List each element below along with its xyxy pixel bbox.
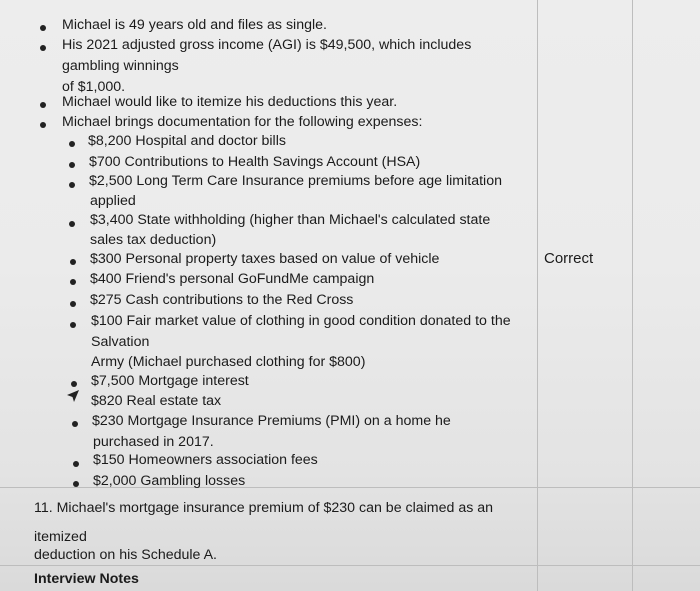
bullet-icon [72, 421, 78, 427]
bullet-icon [40, 102, 46, 108]
fact-line: Michael is 49 years old and files as single. [62, 17, 327, 33]
expense-item: Army (Michael purchased clothing for $800) [91, 354, 366, 370]
fact-line: His 2021 adjusted gross income (AGI) is $49,500, which includes [62, 37, 472, 53]
row-divider [0, 565, 700, 566]
bullet-icon [70, 301, 76, 307]
expense-item: $3,400 State withholding (higher than Michael's calculated state [90, 212, 491, 228]
bullet-icon [40, 45, 46, 51]
expense-item: $820 Real estate tax [91, 393, 222, 409]
fact-line: Michael brings documentation for the following expenses: [62, 114, 423, 130]
expense-item: $275 Cash contributions to the Red Cross [90, 292, 354, 308]
question-line: deduction on his Schedule A. [34, 547, 217, 563]
column-divider [632, 0, 633, 591]
bullet-icon [40, 25, 46, 31]
status-label: Correct [544, 250, 594, 267]
expense-item: $7,500 Mortgage interest [91, 373, 249, 389]
bullet-icon [73, 481, 79, 487]
bullet-icon [71, 381, 77, 387]
question-line: itemized [34, 529, 87, 545]
bullet-icon [40, 122, 46, 128]
expense-item: $2,000 Gambling losses [93, 473, 246, 489]
fact-line: of $1,000. [62, 79, 126, 95]
bullet-icon [69, 182, 75, 188]
bullet-icon [69, 221, 75, 227]
expense-item: $150 Homeowners association fees [93, 452, 318, 468]
expense-item: $400 Friend's personal GoFundMe campaign [90, 271, 375, 287]
fact-line: Michael would like to itemize his deductions this year. [62, 94, 398, 110]
expense-item: $230 Mortgage Insurance Premiums (PMI) on a home he [92, 413, 451, 429]
column-divider [537, 0, 538, 591]
expense-item: sales tax deduction) [90, 232, 217, 248]
question-line: 11. Michael's mortgage insurance premium of $230 can be claimed as an [34, 500, 494, 516]
expense-item: $300 Personal property taxes based on value of vehicle [90, 251, 440, 267]
bullet-icon [70, 279, 76, 285]
bullet-icon [73, 461, 79, 467]
cursor-icon [66, 389, 80, 403]
fact-line: gambling winnings [62, 58, 179, 74]
expense-item: $700 Contributions to Health Savings Account (HSA) [89, 154, 421, 170]
bullet-icon [69, 162, 75, 168]
expense-item: $100 Fair market value of clothing in good condition donated to the [91, 313, 511, 329]
bullet-icon [70, 259, 76, 265]
expense-item: $8,200 Hospital and doctor bills [88, 133, 286, 149]
expense-item: purchased in 2017. [93, 434, 214, 450]
expense-item: applied [90, 193, 136, 209]
expense-item: $2,500 Long Term Care Insurance premiums before age limitation [89, 173, 502, 189]
bullet-icon [70, 322, 76, 328]
interview-notes-link[interactable]: Interview Notes [34, 571, 139, 587]
expense-item: Salvation [91, 334, 150, 350]
bullet-icon [69, 141, 75, 147]
